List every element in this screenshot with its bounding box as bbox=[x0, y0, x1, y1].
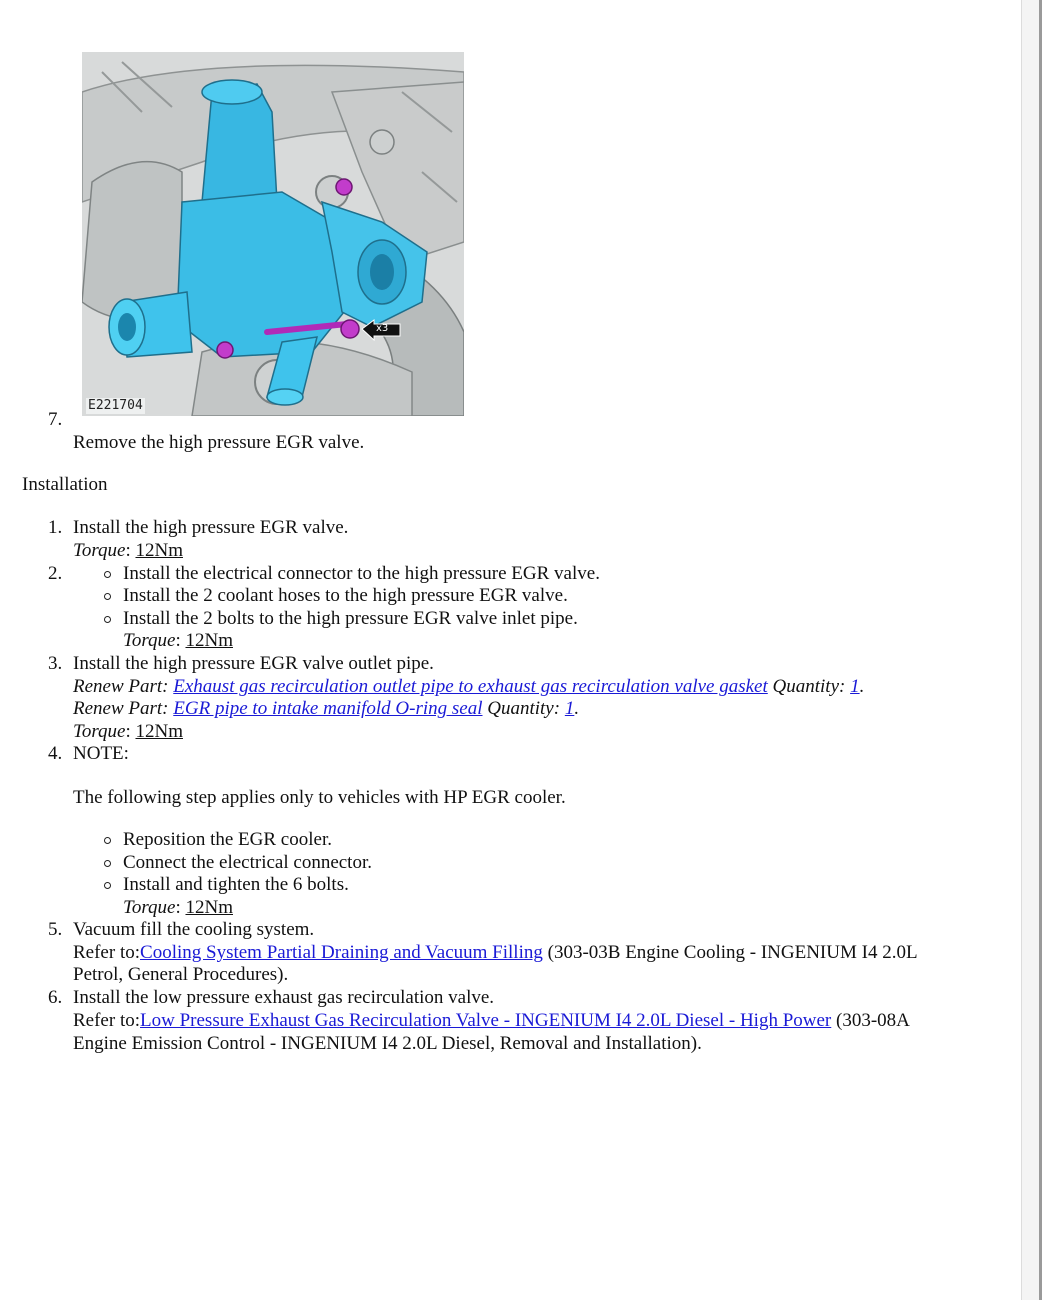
figure-id-label: E221704 bbox=[88, 398, 143, 413]
cooling-system-procedure-link[interactable]: Cooling System Partial Draining and Vacuum Filling bbox=[140, 942, 543, 963]
install-step-6-number: 6. bbox=[48, 987, 63, 1008]
torque-label: Torque bbox=[123, 897, 176, 918]
install-step-6-reference-cont: Engine Emission Control - INGENIUM I4 2.0L Diesel, Removal and Installation). bbox=[73, 1033, 702, 1054]
install-step-6-text: Install the low pressure exhaust gas recirculation valve. bbox=[73, 987, 495, 1008]
install-step-6-reference bbox=[73, 1010, 910, 1033]
install-step-2-torque: Torque: 12Nm bbox=[123, 630, 233, 651]
install-step-4-note-heading: NOTE: bbox=[73, 743, 129, 764]
torque-label: Torque bbox=[123, 630, 176, 651]
torque-value: 12Nm bbox=[135, 540, 183, 561]
torque-value: 12Nm bbox=[185, 630, 233, 651]
step-7-text: Remove the high pressure EGR valve. bbox=[73, 432, 365, 453]
torque-label: Torque bbox=[73, 721, 126, 742]
renew-part-2: Renew Part: EGR pipe to intake manifold O-ring seal Quantity: 1. bbox=[73, 698, 580, 719]
install-step-5-reference bbox=[73, 942, 918, 965]
install-step-2-bullet-1: Install the electrical connector to the high pressure EGR valve. bbox=[123, 563, 600, 584]
step-7-number: 7. bbox=[48, 409, 63, 430]
renew-part-2-link[interactable]: EGR pipe to intake manifold O-ring seal bbox=[173, 698, 483, 719]
torque-value: 12Nm bbox=[185, 897, 233, 918]
lp-egr-valve-procedure-link[interactable]: Low Pressure Exhaust Gas Recirculation Valve - INGENIUM I4 2.0L Diesel - High Power bbox=[140, 1010, 832, 1031]
install-step-4-torque: Torque: 12Nm bbox=[123, 897, 233, 918]
quantity-label: Quantity: bbox=[487, 698, 561, 719]
bullet-icon bbox=[104, 837, 111, 844]
bullet-icon bbox=[104, 882, 111, 889]
bullet-icon bbox=[104, 593, 111, 600]
install-step-3-number: 3. bbox=[48, 653, 63, 674]
install-step-1-torque: Torque: 12Nm bbox=[73, 540, 183, 561]
install-step-2-number: 2. bbox=[48, 563, 63, 584]
renew-part-label: Renew Part: bbox=[73, 698, 169, 719]
bullet-icon bbox=[104, 860, 111, 867]
quantity-label: Quantity: bbox=[772, 676, 846, 697]
egr-valve-illustration bbox=[82, 52, 464, 416]
install-step-4-number: 4. bbox=[48, 743, 63, 764]
torque-value: 12Nm bbox=[135, 721, 183, 742]
refer-label: Refer to: bbox=[73, 942, 141, 963]
install-step-4-bullet-2: Connect the electrical connector. bbox=[123, 852, 372, 873]
install-step-4-bullet-1: Reposition the EGR cooler. bbox=[123, 829, 332, 850]
reference-detail: (303-03B Engine Cooling - INGENIUM I4 2.0L bbox=[542, 942, 918, 963]
install-step-5-reference-cont: Petrol, General Procedures). bbox=[73, 964, 289, 985]
install-step-1-number: 1. bbox=[48, 517, 63, 538]
quantity-value[interactable]: 1 bbox=[564, 698, 575, 719]
install-step-1-text: Install the high pressure EGR valve. bbox=[73, 517, 349, 538]
reference-detail: (303-08A bbox=[831, 1010, 910, 1031]
figure-callout-x3: x3 bbox=[376, 323, 389, 334]
install-step-4-bullet-3: Install and tighten the 6 bolts. bbox=[123, 874, 349, 895]
install-step-3-torque: Torque: 12Nm bbox=[73, 721, 183, 742]
install-step-5-text: Vacuum fill the cooling system. bbox=[73, 919, 315, 940]
install-step-5-number: 5. bbox=[48, 919, 63, 940]
installation-heading: Installation bbox=[22, 474, 108, 495]
torque-label: Torque bbox=[73, 540, 126, 561]
renew-part-label: Renew Part: bbox=[73, 676, 169, 697]
install-step-2-bullet-2: Install the 2 coolant hoses to the high pressure EGR valve. bbox=[123, 585, 568, 606]
refer-label: Refer to: bbox=[73, 1010, 141, 1031]
renew-part-1-link[interactable]: Exhaust gas recirculation outlet pipe to exhaust gas recirculation valve gasket bbox=[173, 676, 768, 697]
install-step-4-note-text: The following step applies only to vehicles with HP EGR cooler. bbox=[73, 787, 566, 808]
bullet-icon bbox=[104, 616, 111, 623]
bullet-icon bbox=[104, 571, 111, 578]
renew-part-1: Renew Part: Exhaust gas recirculation outlet pipe to exhaust gas recirculation valve gasket Quantity: 1. bbox=[73, 676, 865, 697]
install-step-3-text: Install the high pressure EGR valve outlet pipe. bbox=[73, 653, 434, 674]
install-step-2-bullet-3: Install the 2 bolts to the high pressure EGR valve inlet pipe. bbox=[123, 608, 578, 629]
quantity-value[interactable]: 1 bbox=[850, 676, 860, 697]
